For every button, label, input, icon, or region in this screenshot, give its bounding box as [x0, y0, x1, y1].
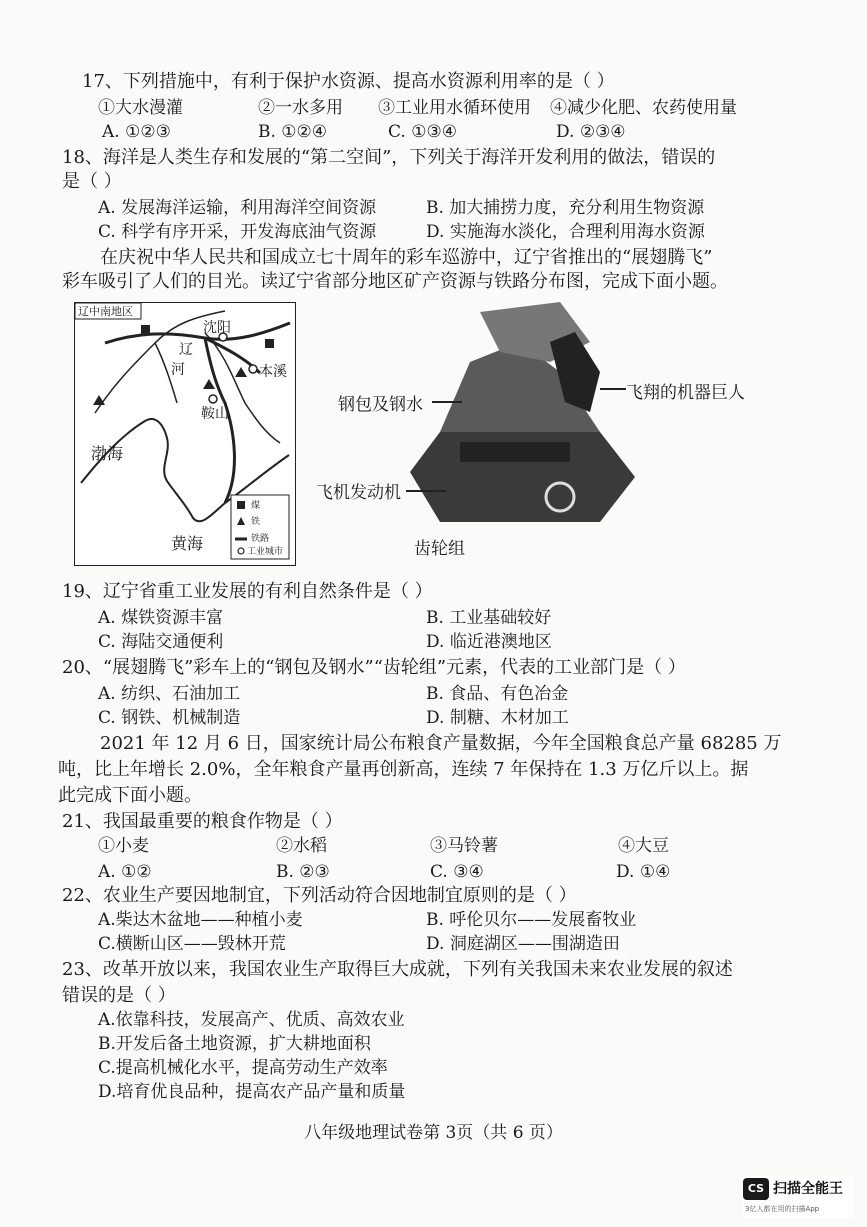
float-deck: [460, 442, 570, 462]
river-3: [205, 333, 280, 443]
map-city-anshan: 鞍山: [201, 406, 229, 422]
q20-option-b: B. 食品、有色冶金: [426, 684, 569, 704]
q23-option-d: D.培育优良品种，提高农产品产量和质量: [98, 1082, 406, 1102]
city-benxi: [249, 365, 257, 373]
q21-item-2: ②水稻: [276, 836, 327, 856]
q17-item-2: ②一水多用: [258, 98, 343, 118]
map-city-shenyang: 沈阳: [203, 320, 231, 336]
q19-option-c: C. 海陆交通便利: [98, 632, 224, 652]
q21-option-c: C. ③④: [430, 862, 484, 882]
q19-stem: 19、辽宁省重工业发展的有利自然条件是（ ）: [62, 581, 433, 602]
q17-item-4: ④减少化肥、农药使用量: [550, 98, 737, 118]
q23-option-a: A.依靠科技，发展高产、优质、高效农业: [98, 1010, 405, 1030]
railway-1: [105, 323, 290, 343]
q17-option-c: C. ①③④: [388, 122, 457, 142]
coal-symbol-1: [141, 325, 150, 334]
q23-stem-2: 错误的是（ ）: [62, 985, 176, 1006]
q21-item-1: ①小麦: [98, 836, 149, 856]
q21-option-b: B. ②③: [276, 862, 330, 882]
q20-option-a: A. 纺织、石油加工: [98, 684, 241, 704]
q18-stem-2: 是（ ）: [62, 171, 122, 192]
q20-option-d: D. 制糖、木材加工: [426, 708, 569, 728]
map-sea-bohai: 渤海: [91, 444, 124, 463]
q22-option-b: B. 呼伦贝尔——发展畜牧业: [426, 910, 637, 930]
label-steel-ladle: 钢包及钢水: [338, 395, 423, 415]
q19-option-d: D. 临近港澳地区: [426, 632, 552, 652]
liaoning-map: [74, 302, 296, 566]
map-title: 辽中南地区: [78, 305, 133, 318]
intro2-line-2: 吨，比上年增长 2.0%，全年粮食产量再创新高，连续 7 年保持在 1.3 万亿斤以上。据: [58, 759, 749, 780]
q18-option-d: D. 实施海水淡化，合理利用海水资源: [426, 222, 705, 242]
q22-stem: 22、农业生产要因地制宜，下列活动符合因地制宜原则的是（ ）: [62, 885, 577, 906]
pointer-steel: [432, 401, 462, 403]
q22-option-a: A.柴达木盆地——种植小麦: [98, 910, 303, 930]
q18-option-c: C. 科学有序开采，开发海底油气资源: [98, 222, 377, 242]
map-city-benxi: 本溪: [259, 364, 287, 380]
label-engine: 飞机发动机: [316, 483, 401, 503]
q17-option-d: D. ②③④: [556, 122, 626, 142]
legend-city-label: 工业城市: [247, 547, 284, 557]
q17-option-a: A. ①②③: [102, 122, 171, 142]
map-river-he: 河: [171, 362, 185, 378]
iron-symbol-3: [235, 367, 247, 377]
camscanner-logo-icon: CS: [743, 1178, 769, 1200]
label-gear-set: 齿轮组: [414, 539, 465, 559]
pointer-engine: [406, 490, 446, 492]
watermark-app-name: 扫描全能王: [773, 1181, 843, 1197]
figure-area: [70, 296, 790, 568]
q17-item-1: ①大水漫灌: [98, 98, 183, 118]
q20-option-c: C. 钢铁、机械制造: [98, 708, 241, 728]
legend-coal-label: 煤: [251, 501, 261, 511]
q23-option-b: B.开发后备土地资源，扩大耕地面积: [98, 1034, 371, 1054]
q18-stem-1: 18、海洋是人类生存和发展的“第二空间”，下列关于海洋开发利用的做法，错误的: [62, 147, 716, 168]
city-anshan: [209, 395, 217, 403]
q21-option-d: D. ①④: [616, 862, 671, 882]
scanner-watermark: [743, 1176, 853, 1218]
q17-option-b: B. ①②④: [258, 122, 328, 142]
q23-option-c: C.提高机械化水平，提高劳动生产效率: [98, 1058, 388, 1078]
q21-item-4: ④大豆: [618, 836, 669, 856]
q22-option-c: C.横断山区——毁林开荒: [98, 934, 286, 954]
pointer-giant: [600, 388, 626, 390]
q21-option-a: A. ①②: [98, 862, 152, 882]
watermark-tagline: 3亿人都在用的扫描App: [745, 1205, 820, 1213]
intro2-line-1: 2021 年 12 月 6 日，国家统计局公布粮食产量数据，今年全国粮食总产量 68285 万: [100, 733, 782, 754]
q18-option-b: B. 加大捕捞力度，充分利用生物资源: [426, 198, 705, 218]
q17-item-3: ③工业用水循环使用: [378, 98, 531, 118]
page-footer: 八年级地理试卷第 3页（共 6 页）: [304, 1123, 563, 1143]
q19-option-b: B. 工业基础较好: [426, 608, 552, 628]
parade-float-image: [400, 302, 640, 532]
legend-coal-swatch: [237, 501, 245, 509]
legend-rail-label: 铁路: [251, 534, 270, 544]
q19-option-a: A. 煤铁资源丰富: [98, 608, 224, 628]
legend-iron-label: 铁: [251, 517, 261, 527]
q21-item-3: ③马铃薯: [430, 836, 498, 856]
coal-symbol-2: [265, 339, 274, 348]
iron-symbol-2: [203, 379, 215, 389]
q22-option-d: D. 洞庭湖区——围湖造田: [426, 934, 620, 954]
intro1-line-1: 在庆祝中华人民共和国成立七十周年的彩车巡游中，辽宁省推出的“展翅腾飞”: [100, 247, 713, 268]
q21-stem: 21、我国最重要的粮食作物是（ ）: [62, 811, 343, 832]
label-robot-giant: 飞翔的机器巨人: [626, 383, 745, 403]
intro2-line-3: 此完成下面小题。: [58, 785, 202, 806]
map-river-liao: 辽: [179, 342, 193, 358]
q23-stem-1: 23、改革开放以来，我国农业生产取得巨大成就，下列有关我国未来农业发展的叙述: [62, 959, 733, 980]
legend-city-swatch: [238, 548, 244, 554]
map-sea-huanghai: 黄海: [171, 534, 204, 553]
q18-option-a: A. 发展海洋运输，利用海洋空间资源: [98, 198, 377, 218]
q17-stem: 17、下列措施中，有利于保护水资源、提高水资源利用率的是（ ）: [82, 71, 615, 92]
intro1-line-2: 彩车吸引了人们的目光。读辽宁省部分地区矿产资源与铁路分布图，完成下面小题。: [62, 271, 728, 292]
q20-stem: 20、“展翅腾飞”彩车上的“钢包及钢水”“齿轮组”元素，代表的工业部门是（ ）: [62, 657, 686, 678]
